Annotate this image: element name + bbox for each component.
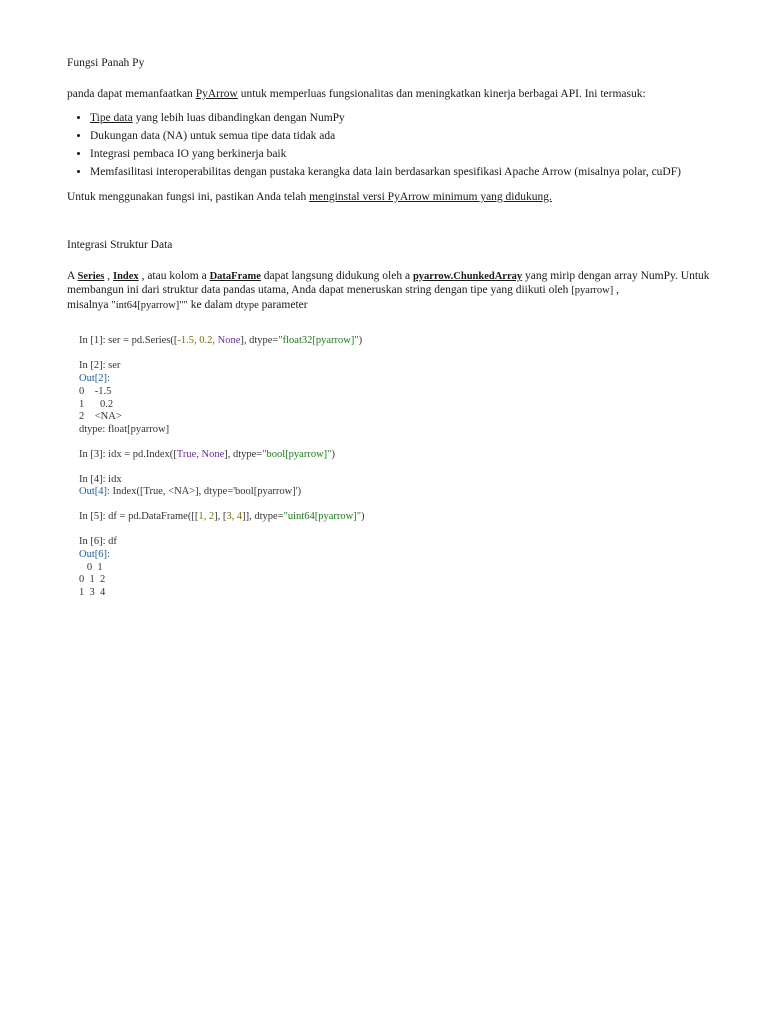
list-item bbox=[90, 129, 727, 144]
inline-code-int64: "int64[pyarrow]"" bbox=[111, 300, 188, 312]
section-title-fungsi-panah-py: Fungsi Panah Py bbox=[67, 57, 145, 69]
code-output-line: 1 0.2 bbox=[79, 398, 114, 410]
dataframe-link[interactable]: DataFrame bbox=[209, 270, 261, 282]
code-output-line: 0 -1.5 bbox=[79, 385, 112, 397]
text: dapat langsung didukung oleh a bbox=[260, 269, 413, 282]
inline-code-pyarrow: [pyarrow] bbox=[571, 285, 614, 297]
code-keyword: True, None bbox=[176, 448, 225, 460]
code-text: In [1]: ser = pd.Series([ bbox=[79, 335, 178, 347]
intro-text: panda dapat memanfaatkan bbox=[67, 87, 196, 100]
document-page bbox=[67, 56, 727, 612]
text: A bbox=[67, 269, 78, 282]
code-input-line bbox=[79, 449, 727, 462]
feature-list bbox=[67, 111, 727, 180]
code-input-line bbox=[79, 335, 727, 348]
code-number: 1, 2 bbox=[198, 511, 215, 523]
integration-paragraph bbox=[67, 269, 727, 314]
text: , atau kolom a bbox=[138, 269, 210, 282]
code-input-line: In [2]: ser bbox=[79, 360, 121, 372]
code-output-label: Out[4]: bbox=[79, 486, 110, 498]
code-output-line: 2 <NA> bbox=[79, 411, 122, 423]
code-cell-5 bbox=[79, 511, 727, 524]
code-text: ], dtype= bbox=[224, 448, 263, 460]
outro-paragraph bbox=[67, 190, 727, 205]
text: yang mirip dengan array NumPy. Untuk bbox=[522, 269, 710, 282]
code-cell-1 bbox=[79, 335, 727, 348]
code-text: In [5]: df = pd.DataFrame([[ bbox=[79, 511, 199, 523]
text: ke dalam bbox=[187, 299, 236, 312]
tipe-data-link[interactable]: Tipe data bbox=[90, 111, 133, 124]
code-input-line bbox=[79, 511, 727, 524]
text: , bbox=[613, 284, 620, 297]
code-example bbox=[79, 335, 727, 600]
intro-paragraph bbox=[67, 87, 727, 102]
chunkedarray-link[interactable]: pyarrow.ChunkedArray bbox=[412, 270, 523, 282]
code-number: 3, 4 bbox=[226, 511, 243, 523]
code-text: ) bbox=[331, 448, 335, 460]
pyarrow-link[interactable]: PyArrow bbox=[195, 87, 238, 100]
list-item-text: Dukungan data (NA) untuk semua tipe data tidak ada bbox=[90, 129, 336, 142]
code-output-line: 0 1 bbox=[79, 561, 103, 573]
integration-line-1 bbox=[67, 269, 727, 284]
code-text: ) bbox=[358, 335, 363, 347]
code-cell-4 bbox=[79, 474, 727, 500]
intro-text-rest: untuk memperluas fungsionalitas dan meningkatkan kinerja berbagai API. Ini termasuk: bbox=[237, 87, 646, 100]
text: membangun ini dari struktur data pandas utama, Anda dapat meneruskan string dengan tipe yang diikuti oleh bbox=[67, 284, 572, 297]
code-output-line: 0 1 2 bbox=[79, 574, 106, 586]
text: misalnya bbox=[67, 299, 112, 312]
list-item-text: Integrasi pembaca IO yang berkinerja baik bbox=[90, 147, 287, 160]
install-pyarrow-link[interactable]: menginstal versi PyArrow minimum yang didukung. bbox=[309, 190, 552, 203]
series-link[interactable]: Series bbox=[77, 270, 105, 282]
code-output-line bbox=[79, 486, 727, 499]
code-string: "uint64[pyarrow]" bbox=[283, 511, 361, 523]
code-output-label: Out[6]: bbox=[79, 548, 110, 560]
code-output-line: dtype: float[pyarrow] bbox=[79, 424, 170, 436]
list-item bbox=[90, 165, 727, 180]
section-gap bbox=[67, 214, 727, 238]
list-item-text: yang lebih luas dibandingkan dengan NumPy bbox=[132, 111, 345, 124]
code-cell-6 bbox=[79, 536, 727, 600]
code-output-label: Out[2]: bbox=[79, 372, 110, 384]
inline-code-dtype: dtype bbox=[235, 300, 259, 312]
code-output-line: 1 3 4 bbox=[79, 587, 106, 599]
code-number: -1.5, 0.2, bbox=[177, 335, 218, 347]
integration-line-3 bbox=[67, 298, 727, 313]
code-input-line: In [4]: idx bbox=[79, 473, 122, 485]
code-string: "bool[pyarrow]" bbox=[262, 448, 332, 460]
text: parameter bbox=[258, 299, 308, 312]
section-title-integrasi: Integrasi Struktur Data bbox=[67, 238, 173, 251]
code-keyword: None bbox=[217, 335, 241, 347]
code-text: ], dtype= bbox=[240, 335, 279, 347]
code-text: Index([True, <NA>], dtype='bool[pyarrow]') bbox=[109, 486, 302, 498]
code-text: ) bbox=[360, 511, 365, 523]
outro-text: Untuk menggunakan fungsi ini, pastikan Anda telah bbox=[67, 190, 310, 203]
code-string: "float32[pyarrow]" bbox=[278, 335, 359, 347]
integration-line-2 bbox=[67, 283, 727, 298]
code-cell-2 bbox=[79, 360, 727, 437]
code-cell-3 bbox=[79, 449, 727, 462]
code-input-line: In [6]: df bbox=[79, 536, 117, 548]
index-link[interactable]: Index bbox=[113, 270, 139, 282]
list-item bbox=[90, 111, 727, 126]
code-text: ], [ bbox=[214, 511, 227, 523]
code-text: ]], dtype= bbox=[242, 511, 284, 523]
text: , bbox=[104, 269, 113, 282]
code-text: In [3]: idx = pd.Index([ bbox=[79, 448, 177, 460]
list-item bbox=[90, 147, 727, 162]
list-item-text: Memfasilitasi interoperabilitas dengan pustaka kerangka data lain berdasarkan spesifikasi Apache Arrow (misalnya polar, cuDF) bbox=[90, 165, 681, 178]
